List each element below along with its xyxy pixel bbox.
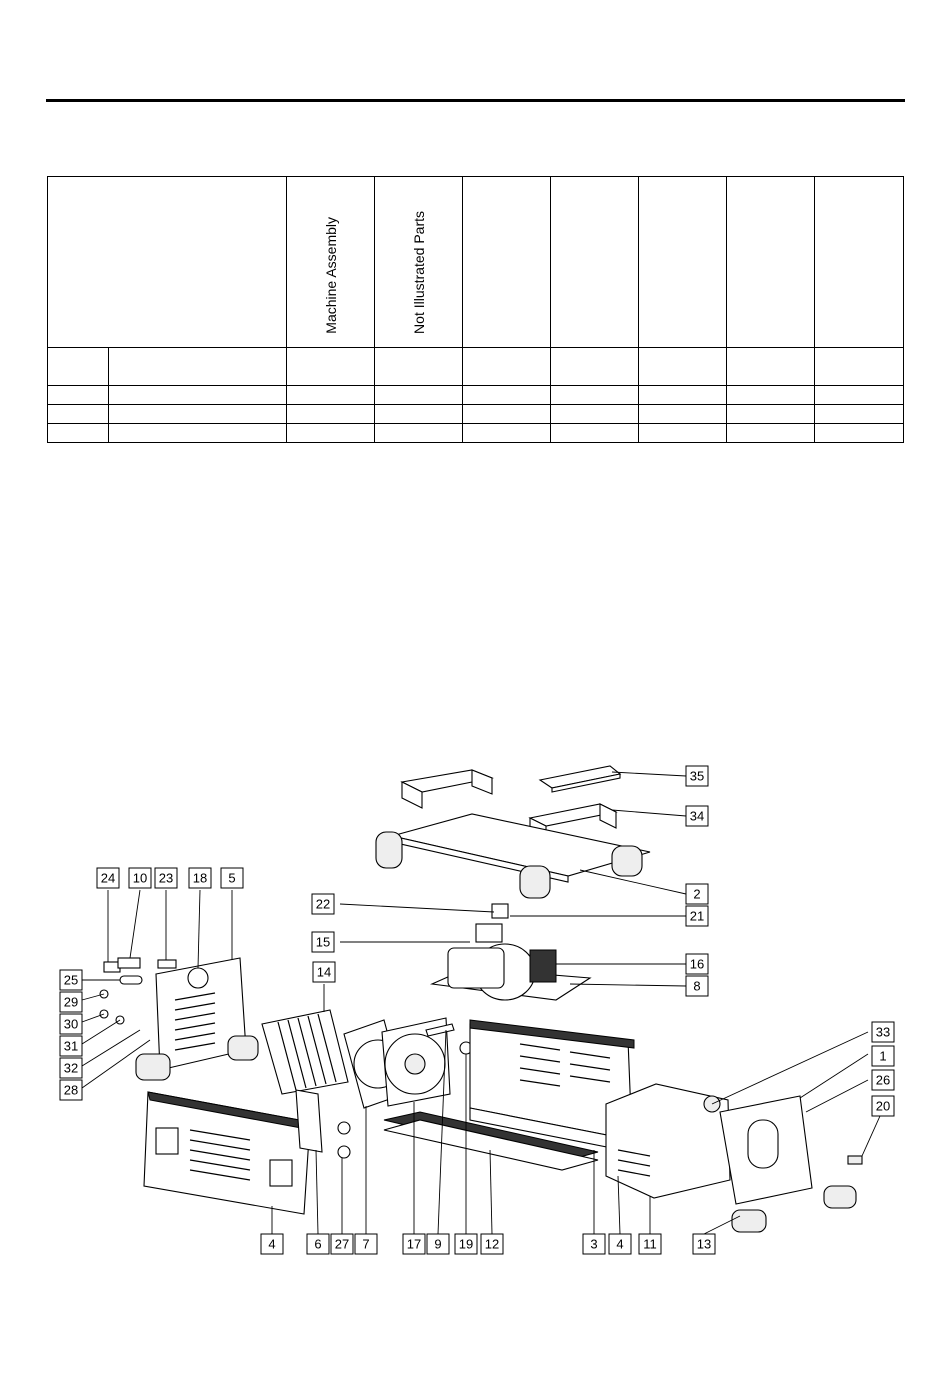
header-rule [46,99,905,102]
callout-number: 24 [100,870,116,886]
callout-number: 11 [643,1236,657,1252]
front-panel-left [144,1092,312,1214]
callout-label [312,932,334,952]
callout-label [455,1234,477,1254]
heat-exchanger [262,1010,348,1094]
table-cell [551,424,639,443]
callout-number: 23 [158,870,174,886]
callout-number: 35 [689,768,705,784]
compressor-assembly [432,904,590,1000]
table-cell [287,405,375,424]
callout-number: 7 [362,1236,370,1252]
callout-label [403,1234,425,1254]
callout-label [872,1070,894,1090]
col-header-machine-assembly [287,177,375,348]
callout-number: 5 [228,870,236,886]
table-row [48,424,904,443]
table-cell [639,424,727,443]
table-cell [551,386,639,405]
parts-table [47,176,904,443]
table-cell [463,405,551,424]
callout-number: 12 [484,1236,500,1252]
col-header-3 [463,177,551,348]
table-cell [815,424,904,443]
table-cell [48,424,109,443]
callout-label [686,906,708,926]
top-plate [376,814,650,898]
top-rail-35 [540,766,620,792]
callout-number: 16 [689,956,705,972]
callout-label [872,1046,894,1066]
callout-label [312,894,334,914]
callout-label [427,1234,449,1254]
callout-label [686,976,708,996]
table-cell [463,424,551,443]
callout-number: 26 [875,1072,891,1088]
callout-label [693,1234,715,1254]
table-cell [287,424,375,443]
table-cell [727,424,815,443]
callout-label [686,766,708,786]
table-cell [375,405,463,424]
callout-label [60,992,82,1012]
callout-label [639,1234,661,1254]
callout-label [686,884,708,904]
table-cell [727,348,815,386]
callout-label [872,1022,894,1042]
callout-number: 25 [63,972,79,988]
callout-label [583,1234,605,1254]
callout-number: 6 [314,1236,322,1252]
table-row [48,405,904,424]
callout-label [686,806,708,826]
callout-number: 17 [406,1236,422,1252]
callout-label [221,868,243,888]
callout-label [261,1234,283,1254]
col-header-4 [551,177,639,348]
callout-number: 4 [616,1236,624,1252]
callout-number: 34 [689,808,705,824]
table-cell [109,424,287,443]
table-cell [551,348,639,386]
left-end-panel [136,958,258,1080]
callout-number: 9 [434,1236,442,1252]
callout-number: 29 [63,994,79,1010]
table-cell [727,386,815,405]
callout-number: 33 [875,1024,891,1040]
callout-label [355,1234,377,1254]
table-cell [48,405,109,424]
callout-number: 14 [316,964,332,980]
callout-number: 19 [458,1236,474,1252]
callout-label [97,868,119,888]
table-cell [815,405,904,424]
callout-label [60,1036,82,1056]
col-header-not-illustrated [375,177,463,348]
callout-number: 13 [696,1236,712,1252]
col-header-5 [639,177,727,348]
table-cell [639,386,727,405]
callout-number: 8 [693,978,701,994]
table-cell [48,386,109,405]
callout-label [609,1234,631,1254]
col-header-label: Not Illustrated Parts [410,211,427,334]
callout-label [60,970,82,990]
table-cell [48,348,109,386]
callout-label [331,1234,353,1254]
table-cell [109,405,287,424]
callout-number: 18 [192,870,208,886]
table-cell [551,405,639,424]
table-cell [287,348,375,386]
callout-label [60,1058,82,1078]
callout-number: 10 [132,870,148,886]
callout-label [189,868,211,888]
callout-number: 1 [879,1048,887,1064]
callout-label [872,1096,894,1116]
table-cell [375,348,463,386]
callout-label [307,1234,329,1254]
callout-label [686,954,708,974]
end-cover [720,1096,812,1204]
table-cell [815,386,904,405]
table-cell [287,386,375,405]
callout-number: 30 [63,1016,79,1032]
callout-number: 27 [334,1236,350,1252]
col-header-7 [815,177,904,348]
callout-label [60,1080,82,1100]
table-cell [375,386,463,405]
table-cell [375,424,463,443]
callout-number: 22 [315,896,331,912]
end-housing [606,1084,730,1198]
callout-number: 21 [689,908,705,924]
callout-number: 28 [63,1082,79,1098]
table-cell [639,405,727,424]
callout-number: 2 [693,886,701,902]
table-cell [463,386,551,405]
table-cell [109,386,287,405]
callout-label [129,868,151,888]
exploded-view-diagram [0,740,950,1260]
table-cell [639,348,727,386]
callout-number: 4 [268,1236,276,1252]
callout-label [481,1234,503,1254]
table-row [48,386,904,405]
callout-label [313,962,335,982]
table-cell [463,348,551,386]
callout-number: 20 [875,1098,891,1114]
header-blank-cell [48,177,287,348]
table-row [48,348,904,386]
callout-label [155,868,177,888]
table-cell [815,348,904,386]
callout-number: 15 [315,934,331,950]
callout-number: 3 [590,1236,598,1252]
callout-label [60,1014,82,1034]
top-rail-left [402,770,492,808]
col-header-label: Machine Assembly [322,217,339,334]
table-header-row [48,177,904,348]
table-cell [109,348,287,386]
callout-number: 31 [63,1038,79,1054]
col-header-6 [727,177,815,348]
callout-number: 32 [63,1060,79,1076]
table-cell [727,405,815,424]
